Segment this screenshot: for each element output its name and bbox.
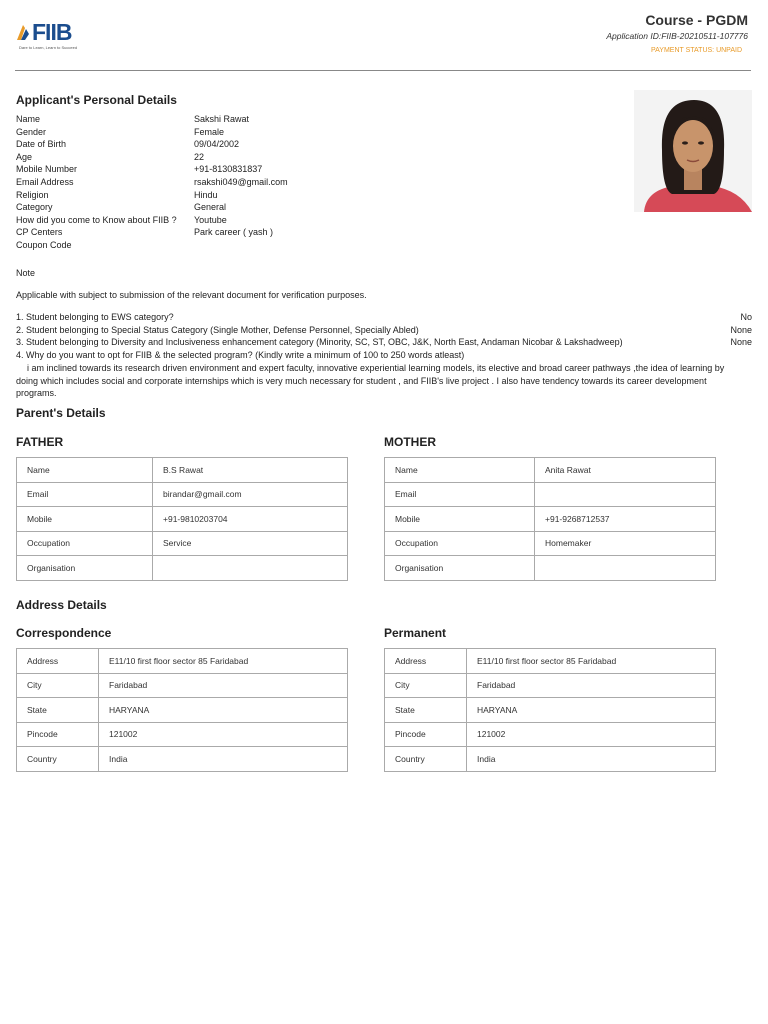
personal-label: Date of Birth — [16, 139, 67, 150]
table-row — [385, 722, 716, 747]
course-title: Course - PGDM — [645, 12, 748, 28]
table-row — [17, 458, 348, 483]
personal-value: rsakshi049@gmail.com — [194, 177, 288, 187]
row-value: B.S Rawat — [153, 458, 348, 483]
question-4: 4. Why do you want to opt for FIIB & the selected program? (Kindly write a minimum of 100 to 250 words atleast) — [16, 350, 465, 360]
table-row — [17, 698, 348, 723]
father-details-table — [16, 457, 348, 581]
personal-value: 09/04/2002 — [194, 139, 240, 150]
answer-4: i am inclined towards its research driven environment and expert faculty, innovative experiential learning models, its elective and broad career pathways ,the idea of learning by doing which includes social and corporate internships which is very much necessary for student , and FIIB's live project . I also have tendency towards its career development programs. — [16, 363, 725, 398]
correspondence-heading: Correspondence — [16, 626, 112, 640]
row-value — [535, 482, 716, 507]
table-row — [385, 482, 716, 507]
question-2: 2. Student belonging to Special Status Category (Single Mother, Defense Personnel, Specially Abled) — [16, 325, 419, 335]
row-label: Address — [17, 649, 99, 674]
personal-value: Sakshi Rawat — [194, 114, 250, 124]
personal-value: +91-8130831837 — [194, 164, 263, 175]
answer-1: No — [740, 312, 752, 322]
table-row — [17, 673, 348, 698]
row-label: Mobile — [17, 507, 153, 532]
row-value: E11/10 first floor sector 85 Faridabad — [467, 649, 716, 674]
personal-label: Religion — [16, 189, 49, 200]
row-label: State — [385, 698, 467, 723]
row-value: India — [467, 747, 716, 772]
table-row — [17, 482, 348, 507]
row-value: HARYANA — [99, 698, 348, 723]
row-label: Pincode — [385, 722, 467, 747]
mother-details-table — [384, 457, 716, 581]
row-label: Occupation — [17, 531, 153, 556]
table-row — [385, 507, 716, 532]
row-value — [153, 556, 348, 581]
row-label: Country — [17, 747, 99, 772]
personal-label: Name — [16, 114, 41, 124]
table-row — [385, 673, 716, 698]
table-row — [17, 531, 348, 556]
personal-label: Coupon Code — [16, 240, 72, 250]
table-row — [385, 747, 716, 772]
personal-label: How did you come to Know about FIIB ? — [16, 214, 177, 225]
personal-value: General — [194, 202, 227, 213]
note-label: Note — [16, 268, 36, 278]
row-value: India — [99, 747, 348, 772]
correspondence-address-table — [16, 648, 348, 772]
row-value: E11/10 first floor sector 85 Faridabad — [99, 649, 348, 674]
row-label: Organisation — [385, 556, 535, 581]
row-label: State — [17, 698, 99, 723]
row-label: Occupation — [385, 531, 535, 556]
parents-heading: Parent's Details — [16, 406, 106, 420]
personal-details-heading: Applicant's Personal Details — [16, 93, 177, 107]
header-divider — [15, 70, 751, 71]
row-value: Service — [153, 531, 348, 556]
table-row — [17, 722, 348, 747]
note-text: Applicable with subject to submission of the relevant document for verification purposes. — [16, 290, 367, 300]
payment-status: PAYMENT STATUS: UNPAID — [650, 47, 742, 54]
answer-2: None — [730, 325, 752, 335]
row-label: Pincode — [17, 722, 99, 747]
table-row — [385, 698, 716, 723]
fiib-logo — [15, 18, 79, 52]
personal-value: Hindu — [194, 189, 218, 200]
answer-3: None — [730, 337, 752, 347]
row-label: Address — [385, 649, 467, 674]
question-1: 1. Student belonging to EWS category? — [16, 312, 174, 322]
table-row — [385, 649, 716, 674]
row-label: City — [385, 673, 467, 698]
row-label: Organisation — [17, 556, 153, 581]
row-value — [535, 556, 716, 581]
question-3: 3. Student belonging to Diversity and Inclusiveness enhancement category (Minority, SC, ST, OBC, J&K, North East, Andaman Nicobar & Lakshadweep) — [16, 337, 623, 347]
table-row — [17, 747, 348, 772]
row-value: +91-9810203704 — [153, 507, 348, 532]
table-row — [17, 507, 348, 532]
logo-text: FIIB — [32, 19, 72, 45]
logo-tagline: Dare to Learn, Learn to Succeed — [19, 45, 78, 50]
address-heading: Address Details — [16, 598, 107, 612]
fiib-emblem-icon — [15, 22, 31, 42]
personal-label: Email Address — [16, 177, 74, 187]
applicant-photo — [634, 90, 752, 212]
row-label: Name — [17, 458, 153, 483]
father-heading: FATHER — [16, 435, 64, 449]
row-label: Email — [385, 482, 535, 507]
table-row — [385, 531, 716, 556]
row-value: Faridabad — [467, 673, 716, 698]
personal-label: Category — [16, 202, 53, 213]
row-label: Email — [17, 482, 153, 507]
row-label: City — [17, 673, 99, 698]
row-label: Country — [385, 747, 467, 772]
mother-heading: MOTHER — [384, 435, 436, 449]
personal-value: Female — [194, 126, 225, 137]
permanent-address-table — [384, 648, 716, 772]
row-label: Mobile — [385, 507, 535, 532]
application-id: Application ID:FIIB-20210511-107776 — [606, 31, 748, 41]
row-value: Anita Rawat — [535, 458, 716, 483]
personal-value: Youtube — [194, 214, 227, 225]
table-row — [17, 649, 348, 674]
row-value: HARYANA — [467, 698, 716, 723]
row-value: Faridabad — [99, 673, 348, 698]
personal-label: Gender — [16, 126, 47, 137]
permanent-heading: Permanent — [384, 626, 447, 640]
personal-value: Park career ( yash ) — [194, 227, 274, 238]
table-row — [17, 556, 348, 581]
table-row — [385, 556, 716, 581]
row-label: Name — [385, 458, 535, 483]
personal-label: Mobile Number — [16, 164, 78, 175]
row-value: birandar@gmail.com — [153, 482, 348, 507]
personal-label: CP Centers — [16, 227, 63, 238]
row-value: 121002 — [467, 722, 716, 747]
row-value: 121002 — [99, 722, 348, 747]
row-value: Homemaker — [535, 531, 716, 556]
row-value: +91-9268712537 — [535, 507, 716, 532]
table-row — [385, 458, 716, 483]
personal-value: 22 — [194, 151, 205, 162]
personal-label: Age — [16, 151, 33, 162]
